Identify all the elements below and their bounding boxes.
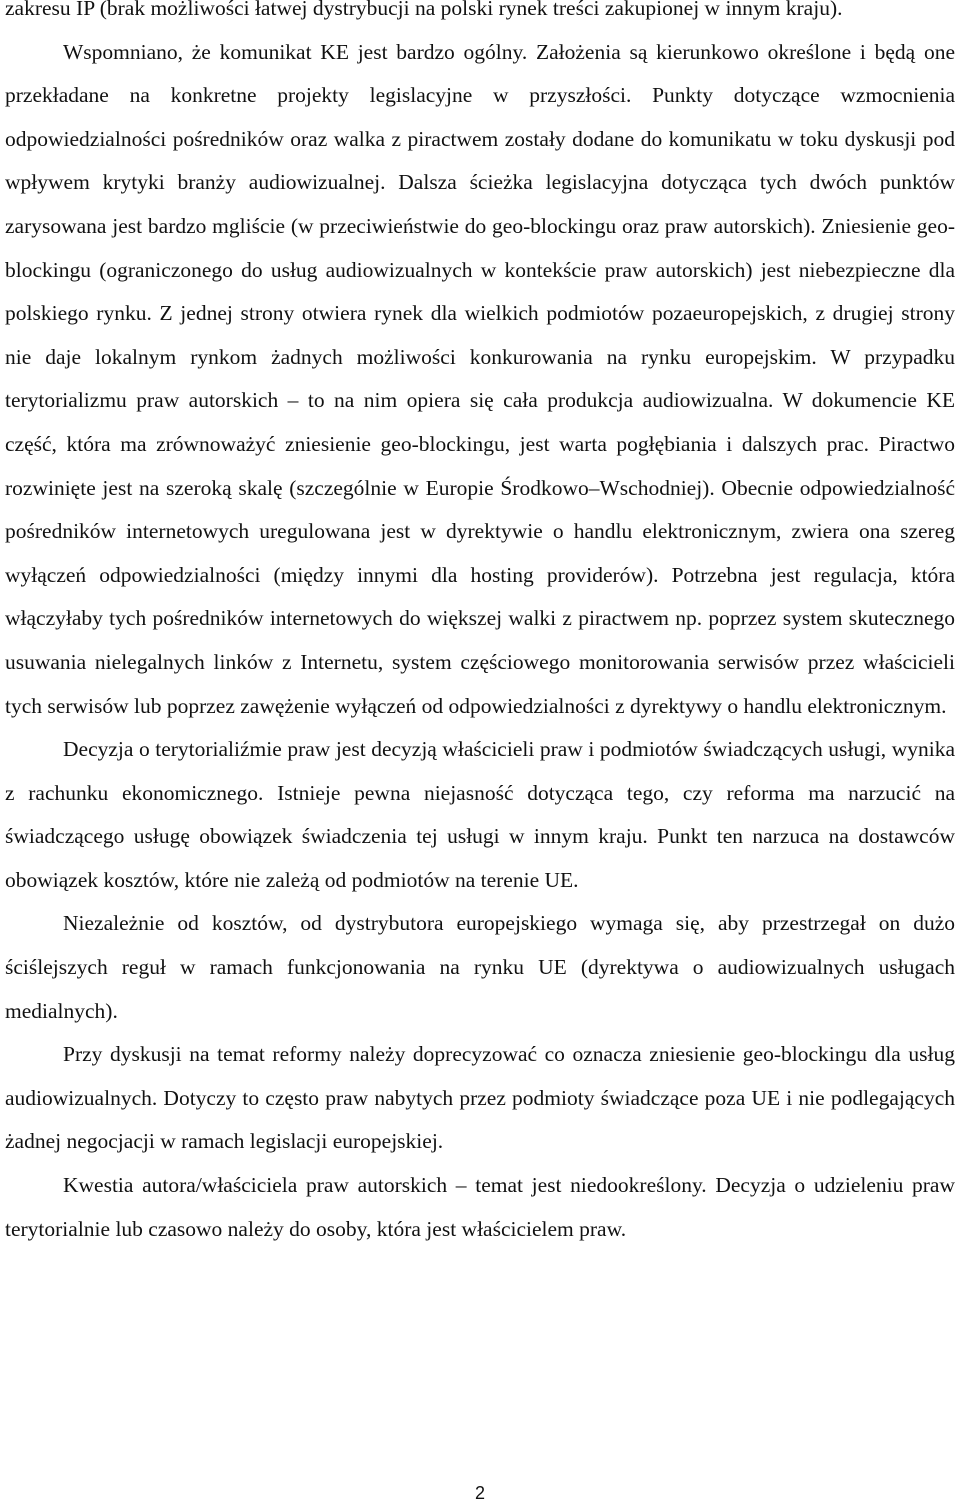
- paragraph-distributor-costs: Niezależnie od kosztów, od dystrybutora europejskiego wymaga się, aby przestrzegał on dużo ściślejszych reguł w ramach funkcjonowania na rynku UE (dyrektywa o audiowizualnych usługach medialnych).: [5, 911, 955, 1023]
- document-page: [5, 0, 955, 1251]
- page-number: 2: [474, 1483, 485, 1503]
- paragraph-geo-blocking-definition: Przy dyskusji na temat reformy należy doprecyzować co oznacza zniesienie geo-blockingu dla usług audiowizualnych. Dotyczy to często praw nabytych przez podmioty świadczące poza UE i nie podlegających żadnej negocjacji w ramach legislacji europejskiej.: [5, 1042, 955, 1154]
- paragraph-territoriality-decision: Decyzja o terytorialiźmie praw jest decyzją właścicieli praw i podmiotów świadczących usługi, wynika z rachunku ekonomicznego. Istnieje pewna niejasność dotycząca tego, czy reforma ma narzucić na świadczącego usługę obowiązek świadczenia tej usługi w innym kraju. Punkt ten narzuca na dostawców obowiązek kosztów, które nie zależą od podmiotów na terenie UE.: [5, 737, 955, 892]
- paragraph-continuation: zakresu IP (brak możliwości łatwej dystrybucji na polski rynek treści zakupionej w innym kraju).: [5, 0, 843, 20]
- paragraph-copyright-owner: Kwestia autora/właściciela praw autorskich – temat jest niedookreślony. Decyzja o udzieleniu praw terytorialnie lub czasowo należy do osoby, która jest właścicielem praw.: [5, 1173, 955, 1241]
- paragraph-commission-communication: Wspomniano, że komunikat KE jest bardzo ogólny. Założenia są kierunkowo określone i będą one przekładane na konkretne projekty legislacyjne w przyszłości. Punkty dotyczące wzmocnienia odpowiedzialności pośredników oraz walka z piractwem zostały dodane do komunikatu w toku dyskusji pod wpływem krytyki branży audiowizualnej. Dalsza ścieżka legislacyjna dotycząca tych dwóch punktów zarysowana jest bardzo mgliście (w przeciwieństwie do geo-blockingu oraz praw autorskich). Zniesienie geo-blockingu (ograniczonego do usług audiowizualnych w kontekście praw autorskich) jest niebezpieczne dla polskiego rynku. Z jednej strony otwiera rynek dla wielkich podmiotów pozaeuropejskich, z drugiej strony nie daje lokalnym rynkom żadnych możliwości konkurowania na rynku europejskim. W przypadku terytorializmu praw autorskich – to na nim opiera się cała produkcja audiowizualna. W dokumencie KE część, która ma zrównoważyć zniesienie geo-blockingu, jest warta pogłębiania i dalszych prac. Piractwo rozwinięte jest na szeroką skalę (szczególnie w Europie Środkowo–Wschodniej). Obecnie odpowiedzialność pośredników internetowych uregulowana jest w dyrektywie o handlu elektronicznym, zwiera ona szereg wyłączeń odpowiedzialności (między innymi dla hosting providerów). Potrzebna jest regulacja, która włączyłaby tych pośredników internetowych do większej walki z piractwem np. poprzez system skutecznego usuwania nielegalnych linków z Internetu, system częściowego monitorowania serwisów przez właścicieli tych serwisów lub poprzez zawężenie wyłączeń od odpowiedzialności z dyrektywy o handlu elektronicznym.: [5, 39, 955, 718]
